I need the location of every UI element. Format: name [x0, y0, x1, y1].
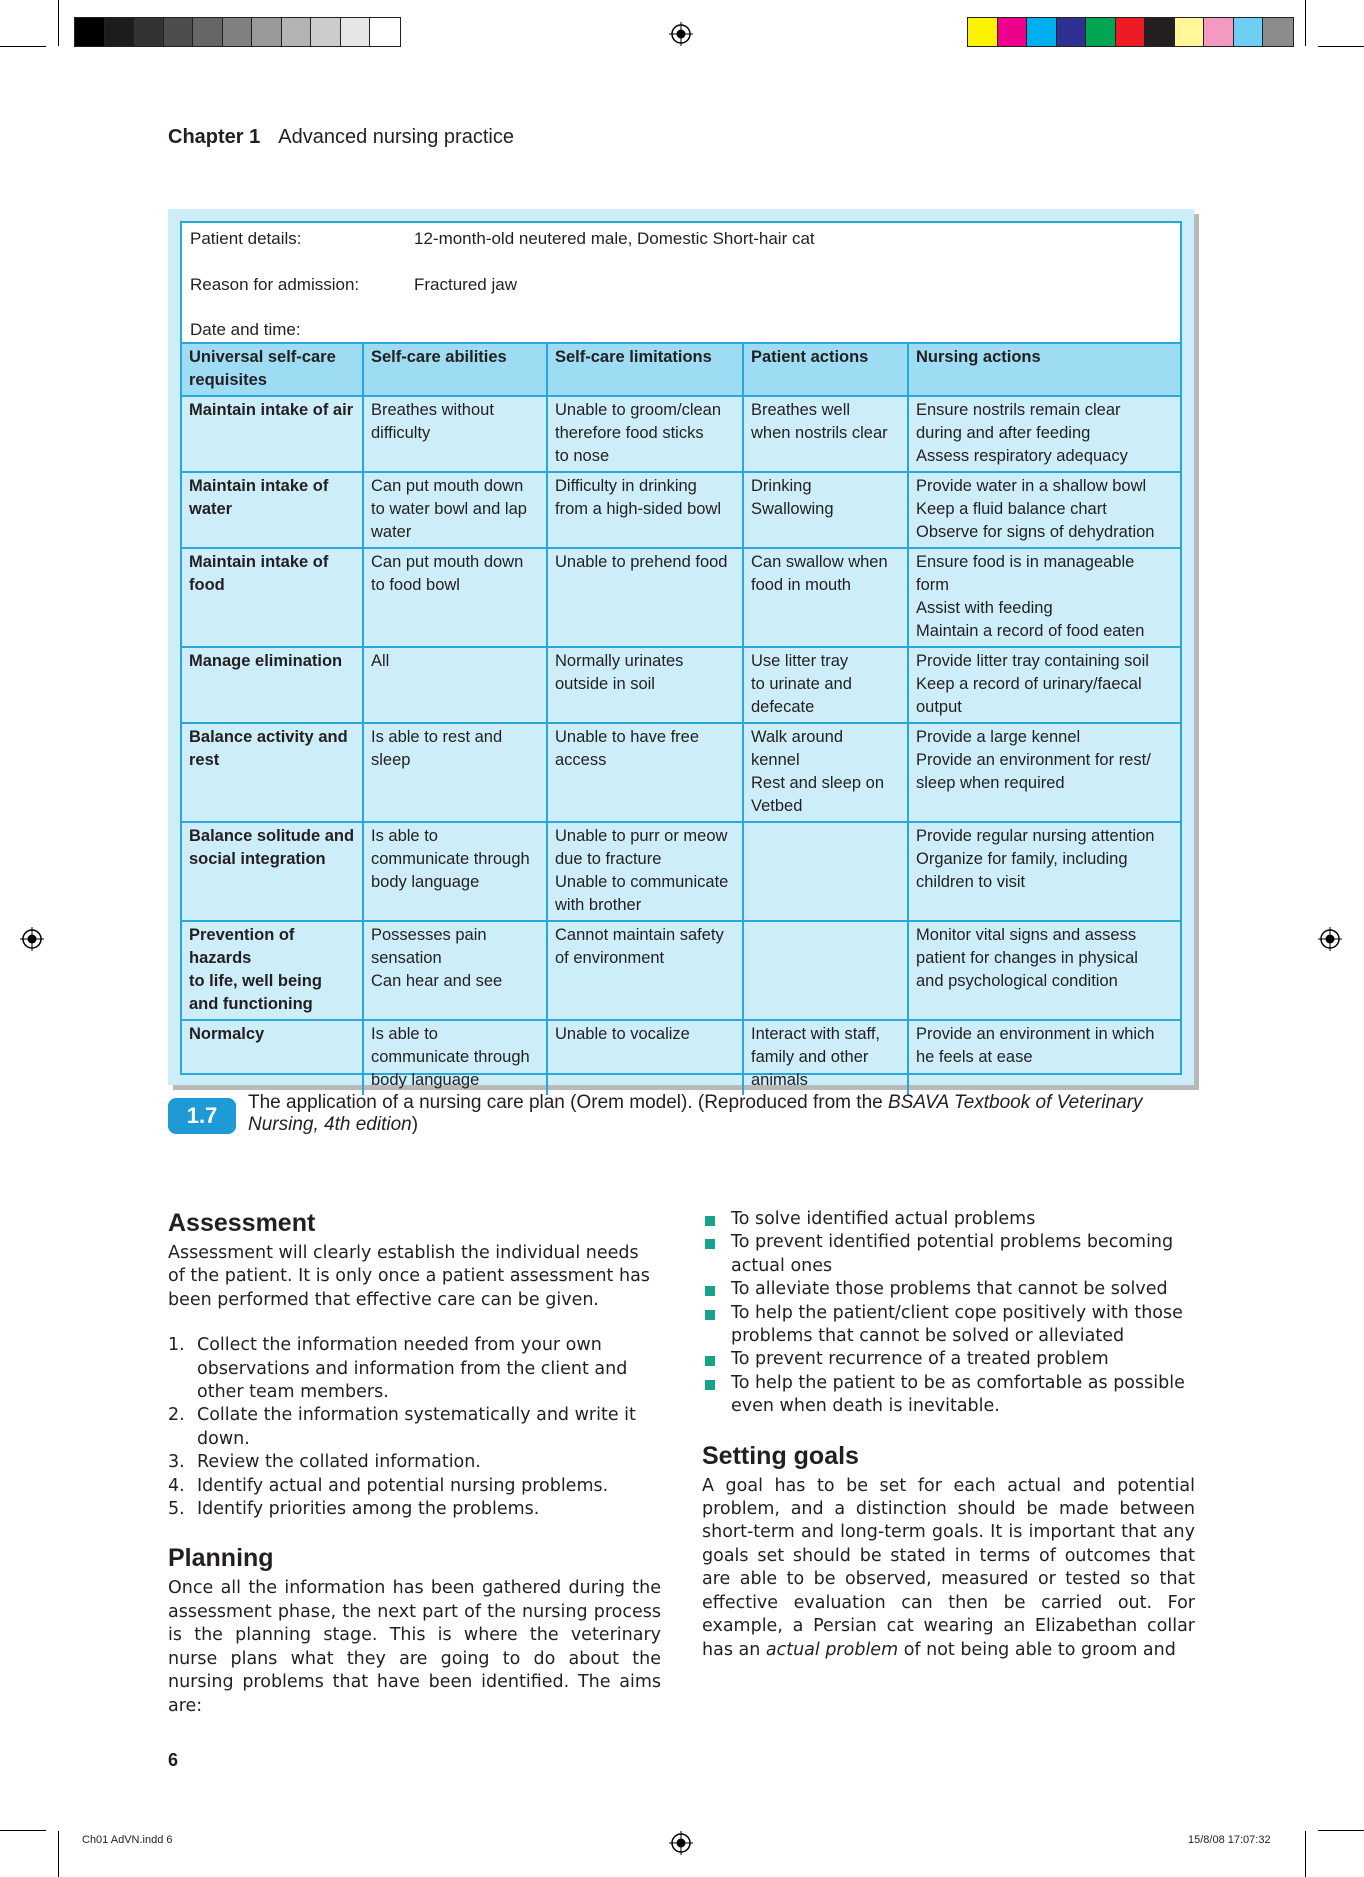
limitations-cell — [547, 1020, 743, 1095]
cell-line: Provide water in a shallow bowl — [916, 477, 1147, 495]
cell-line: Cannot maintain safety — [555, 926, 724, 944]
cell-line: Interact with staff, — [751, 1025, 881, 1043]
cell-line: Unable to purr or meow — [555, 827, 728, 845]
color-swatch — [1204, 18, 1234, 46]
color-swatch — [1027, 18, 1057, 46]
table-row — [182, 548, 1180, 647]
list-item — [702, 1208, 1195, 1231]
cell-line: Organize for family, including — [916, 850, 1128, 868]
cell-line: water — [371, 523, 412, 541]
cell-line: Maintain intake of — [189, 553, 329, 571]
cell-line: Swallowing — [751, 500, 834, 518]
abilities-cell — [363, 396, 547, 472]
section-heading-planning: Planning — [168, 1544, 274, 1573]
cell-line: output — [916, 698, 962, 716]
abilities-cell — [363, 1020, 547, 1095]
cell-line: children to visit — [916, 873, 1026, 891]
date-slug: 15/8/08 17:07:32 — [1188, 1834, 1271, 1846]
step-number: 3. — [168, 1452, 185, 1473]
column-header: Self-care limitations — [547, 344, 743, 396]
patient-actions-cell — [743, 822, 908, 921]
nursing-actions-cell — [908, 647, 1180, 723]
bullet-square-icon — [705, 1216, 715, 1226]
patient-actions-cell — [743, 1020, 908, 1095]
assessment-steps-list — [168, 1334, 661, 1521]
chapter-number: Chapter 1 — [168, 126, 261, 148]
cell-line: Can put mouth down — [371, 553, 524, 571]
caption-text: The application of a nursing care plan (Orem model). (Reproduced from the — [248, 1092, 888, 1113]
limitations-cell — [547, 723, 743, 822]
requisite-cell — [182, 921, 363, 1020]
cell-line: Balance solitude and — [189, 827, 355, 845]
color-swatch — [968, 18, 998, 46]
cell-line: Use litter tray — [751, 652, 849, 670]
reason-value: Fractured jaw — [414, 275, 517, 294]
cell-line: form — [916, 576, 949, 594]
cell-line: body language — [371, 873, 480, 891]
cell-line: Unable to vocalize — [555, 1025, 690, 1043]
step-number: 5. — [168, 1499, 185, 1520]
column-header: Universal self-care requisites — [182, 344, 363, 396]
cell-line: when nostrils clear — [751, 424, 888, 442]
patient-actions-cell — [743, 647, 908, 723]
aim-text: To prevent recurrence of a treated problem — [731, 1349, 1109, 1370]
cell-line: Vetbed — [751, 797, 803, 815]
setting-goals-paragraph — [702, 1475, 1195, 1662]
color-swatch — [223, 18, 253, 46]
color-swatch — [1234, 18, 1264, 46]
table-row — [182, 647, 1180, 723]
cell-line: Can hear and see — [371, 972, 503, 990]
step-text: Identify actual and potential nursing problems. — [197, 1475, 609, 1496]
bullet-square-icon — [705, 1356, 715, 1366]
list-item — [168, 1334, 661, 1404]
cell-line: Maintain intake of — [189, 477, 329, 495]
right-column — [702, 1208, 1195, 1662]
gray-color-bar — [74, 17, 401, 47]
list-item — [702, 1231, 1195, 1278]
registration-mark-icon — [669, 1831, 693, 1855]
cell-line: to water bowl and lap — [371, 500, 527, 518]
column-header: Self-care abilities — [363, 344, 547, 396]
list-item — [168, 1475, 661, 1498]
cell-line: Balance activity and — [189, 728, 348, 746]
cell-line: he feels at ease — [916, 1048, 1033, 1066]
section-heading-setting-goals: Setting goals — [702, 1441, 859, 1470]
cell-line: sleep when required — [916, 774, 1065, 792]
table-header-row — [182, 344, 1180, 396]
bullet-square-icon — [705, 1310, 715, 1320]
cell-line: animals — [751, 1071, 808, 1089]
abilities-cell — [363, 723, 547, 822]
cell-line: Provide litter tray containing soil — [916, 652, 1149, 670]
cell-line: therefore food sticks — [555, 424, 704, 442]
cell-line: family and other — [751, 1048, 869, 1066]
cell-line: Maintain intake of air — [189, 401, 354, 419]
cell-line: Assist with feeding — [916, 599, 1053, 617]
color-swatch — [1116, 18, 1146, 46]
cell-line: sensation — [371, 949, 442, 967]
cell-line: Is able to — [371, 827, 438, 845]
nursing-actions-cell — [908, 723, 1180, 822]
registration-mark-icon — [20, 927, 44, 951]
cell-line: Is able to — [371, 1025, 438, 1043]
requisite-cell — [182, 1020, 363, 1095]
table-row — [182, 822, 1180, 921]
patient-actions-cell — [743, 472, 908, 548]
patient-actions-cell — [743, 548, 908, 647]
cell-line: Unable to prehend food — [555, 553, 728, 571]
cell-line: to urinate and — [751, 675, 852, 693]
limitations-cell — [547, 822, 743, 921]
step-number: 2. — [168, 1405, 185, 1426]
caption-text-end: ) — [411, 1114, 419, 1135]
cell-line: patient for changes in physical — [916, 949, 1138, 967]
cell-line: and functioning — [189, 995, 313, 1013]
cell-line: due to fracture — [555, 850, 662, 868]
cell-line: Breathes without — [371, 401, 494, 419]
cell-line: Normally urinates — [555, 652, 684, 670]
cell-line: social integration — [189, 850, 326, 868]
list-item — [702, 1302, 1195, 1349]
limitations-cell — [547, 396, 743, 472]
limitations-cell — [547, 647, 743, 723]
planning-aims-list — [702, 1208, 1195, 1419]
cell-line: with brother — [555, 896, 642, 914]
reason-label: Reason for admission: — [190, 275, 360, 294]
color-swatch — [1175, 18, 1205, 46]
nursing-actions-cell — [908, 921, 1180, 1020]
color-swatch — [1086, 18, 1116, 46]
cell-line: Monitor vital signs and assess — [916, 926, 1137, 944]
nursing-actions-cell — [908, 472, 1180, 548]
step-number: 4. — [168, 1475, 185, 1496]
list-item — [168, 1404, 661, 1451]
color-swatch — [193, 18, 223, 46]
cell-line: Assess respiratory adequacy — [916, 447, 1128, 465]
cell-line: Keep a fluid balance chart — [916, 500, 1107, 518]
table-row — [182, 723, 1180, 822]
table-row — [182, 921, 1180, 1020]
column-header: Nursing actions — [908, 344, 1180, 396]
cell-line: difficulty — [371, 424, 431, 442]
abilities-cell — [363, 822, 547, 921]
color-swatch — [311, 18, 341, 46]
column-header: Patient actions — [743, 344, 908, 396]
cell-line: Provide an environment for rest/ — [916, 751, 1151, 769]
cell-line: Ensure food is in manageable — [916, 553, 1135, 571]
cell-line: kennel — [751, 751, 800, 769]
cell-line: Possesses pain — [371, 926, 487, 944]
color-swatch — [1145, 18, 1175, 46]
care-plan-table — [182, 344, 1180, 1095]
cell-line: outside in soil — [555, 675, 655, 693]
requisite-cell — [182, 396, 363, 472]
abilities-cell — [363, 647, 547, 723]
cell-line: from a high-sided bowl — [555, 500, 721, 518]
cell-line: Prevention of hazards — [189, 926, 295, 967]
cell-line: Unable to communicate — [555, 873, 729, 891]
cell-line: Can swallow when — [751, 553, 888, 571]
step-text: Collect the information needed from your own observations and information from the client and other team members. — [197, 1335, 628, 1403]
patient-actions-cell — [743, 921, 908, 1020]
cell-line: defecate — [751, 698, 815, 716]
cell-line: Manage elimination — [189, 652, 343, 670]
cell-line: Walk around — [751, 728, 844, 746]
step-number: 1. — [168, 1335, 185, 1356]
list-item — [168, 1498, 661, 1521]
assessment-paragraph: Assessment will clearly establish the individual needs of the patient. It is only once a patient assessment has been performed that effective care can be given. — [168, 1243, 650, 1310]
cell-line: Rest and sleep on — [751, 774, 885, 792]
care-plan-figure — [180, 221, 1182, 1089]
list-item — [702, 1348, 1195, 1371]
list-item — [168, 1451, 661, 1474]
cell-line: Is able to rest and — [371, 728, 503, 746]
abilities-cell — [363, 548, 547, 647]
aim-text: To solve identified actual problems — [731, 1209, 1036, 1229]
limitations-cell — [547, 921, 743, 1020]
cell-line: Normalcy — [189, 1025, 265, 1043]
cell-line: Maintain a record of food eaten — [916, 622, 1145, 640]
color-swatch — [134, 18, 164, 46]
cell-line: Can put mouth down — [371, 477, 524, 495]
cell-line: of environment — [555, 949, 665, 967]
cell-line: sleep — [371, 751, 411, 769]
cell-line: Unable to have free — [555, 728, 700, 746]
table-row — [182, 1020, 1180, 1095]
cell-line: Unable to groom/clean — [555, 401, 722, 419]
goals-text: A goal has to be set for each actual and potential problem, and a distinction should be made between short-term and long-term goals. It is important that any goals set should be stated in terms of outcomes that are able to be observed, measured or tested so that effective evaluation can then be carried out. For example, a Persian cat wearing an Elizabethan collar has an — [702, 1475, 1195, 1660]
color-swatch — [252, 18, 282, 46]
section-heading-assessment: Assessment — [168, 1209, 316, 1237]
color-swatch — [370, 18, 400, 46]
registration-mark-icon — [1318, 927, 1342, 951]
goals-italic-term: actual problem — [765, 1639, 899, 1660]
patient-actions-cell — [743, 723, 908, 822]
patient-details-value: 12-month-old neutered male, Domestic Short-hair cat — [414, 229, 815, 248]
color-swatch — [105, 18, 135, 46]
chapter-title: Advanced nursing practice — [278, 126, 514, 148]
color-swatch — [1057, 18, 1087, 46]
file-slug: Ch01 AdVN.indd 6 — [82, 1834, 173, 1846]
aim-text: To help the patient to be as comfortable as possible even when death is inevitable. — [731, 1372, 1185, 1417]
step-text: Collate the information systematically and write it down. — [197, 1405, 636, 1449]
cell-line: Drinking — [751, 477, 812, 495]
cell-line: food in mouth — [751, 576, 851, 594]
cell-line: Provide an environment in which — [916, 1025, 1155, 1043]
cell-line: Provide regular nursing attention — [916, 827, 1155, 845]
process-color-bar — [967, 17, 1294, 47]
cell-line: communicate through — [371, 1048, 530, 1066]
requisite-cell — [182, 822, 363, 921]
cell-line: Keep a record of urinary/faecal — [916, 675, 1142, 693]
step-text: Identify priorities among the problems. — [197, 1499, 540, 1520]
cell-line: Provide a large kennel — [916, 728, 1081, 746]
cell-line: Observe for signs of dehydration — [916, 523, 1155, 541]
cell-line: communicate through — [371, 850, 530, 868]
figure-caption — [248, 1092, 1168, 1136]
cell-line: body language — [371, 1071, 480, 1089]
step-text: Review the collated information. — [197, 1452, 481, 1473]
date-label: Date and time: — [190, 320, 301, 339]
goals-text-end: of not being able to groom and — [898, 1639, 1176, 1660]
cell-line: Ensure nostrils remain clear — [916, 401, 1121, 419]
cell-line: All — [371, 652, 390, 670]
nursing-actions-cell — [908, 548, 1180, 647]
cell-line: access — [555, 751, 607, 769]
registration-mark-icon — [669, 22, 693, 46]
patient-actions-cell — [743, 396, 908, 472]
table-row — [182, 396, 1180, 472]
cell-line: Difficulty in drinking — [555, 477, 697, 495]
requisite-cell — [182, 647, 363, 723]
cell-line: and psychological condition — [916, 972, 1118, 990]
requisite-cell — [182, 548, 363, 647]
page-number: 6 — [168, 1750, 179, 1770]
figure-number-badge: 1.7 — [168, 1098, 236, 1134]
patient-details-label: Patient details: — [190, 229, 302, 248]
abilities-cell — [363, 472, 547, 548]
cell-line: to life, well being — [189, 972, 322, 990]
color-swatch — [164, 18, 194, 46]
caption-source-title: BSAVA Textbook of Veterinary Nursing, 4th edition — [248, 1092, 1143, 1135]
cell-line: to food bowl — [371, 576, 460, 594]
bullet-square-icon — [705, 1380, 715, 1390]
aim-text: To alleviate those problems that cannot be solved — [731, 1279, 1168, 1300]
nursing-actions-cell — [908, 396, 1180, 472]
cell-line: during and after feeding — [916, 424, 1091, 442]
cell-line: to nose — [555, 447, 610, 465]
abilities-cell — [363, 921, 547, 1020]
aim-text: To prevent identified potential problems becoming actual ones — [731, 1232, 1174, 1276]
color-swatch — [75, 18, 105, 46]
bullet-square-icon — [705, 1239, 715, 1249]
nursing-actions-cell — [908, 1020, 1180, 1095]
color-swatch — [998, 18, 1028, 46]
color-swatch — [341, 18, 371, 46]
list-item — [702, 1372, 1195, 1419]
limitations-cell — [547, 472, 743, 548]
cell-line: Breathes well — [751, 401, 851, 419]
cell-line: food — [189, 576, 225, 594]
nursing-actions-cell — [908, 822, 1180, 921]
color-swatch — [282, 18, 312, 46]
color-swatch — [1263, 18, 1293, 46]
left-column — [168, 1208, 661, 1718]
requisite-cell — [182, 723, 363, 822]
running-header — [168, 126, 514, 149]
cell-line: rest — [189, 751, 220, 769]
table-row — [182, 472, 1180, 548]
patient-details-panel — [182, 223, 1180, 344]
bullet-square-icon — [705, 1286, 715, 1296]
cell-line: water — [189, 500, 233, 518]
requisite-cell — [182, 472, 363, 548]
list-item — [702, 1278, 1195, 1301]
limitations-cell — [547, 548, 743, 647]
planning-paragraph: Once all the information has been gathered during the assessment phase, the next part of the nursing process is the planning stage. This is where the veterinary nurse plans what they are going to do about the nursing problems that have been identified. The aims are: — [168, 1578, 661, 1716]
aim-text: To help the patient/client cope positively with those problems that cannot be solved or alleviated — [731, 1302, 1183, 1347]
